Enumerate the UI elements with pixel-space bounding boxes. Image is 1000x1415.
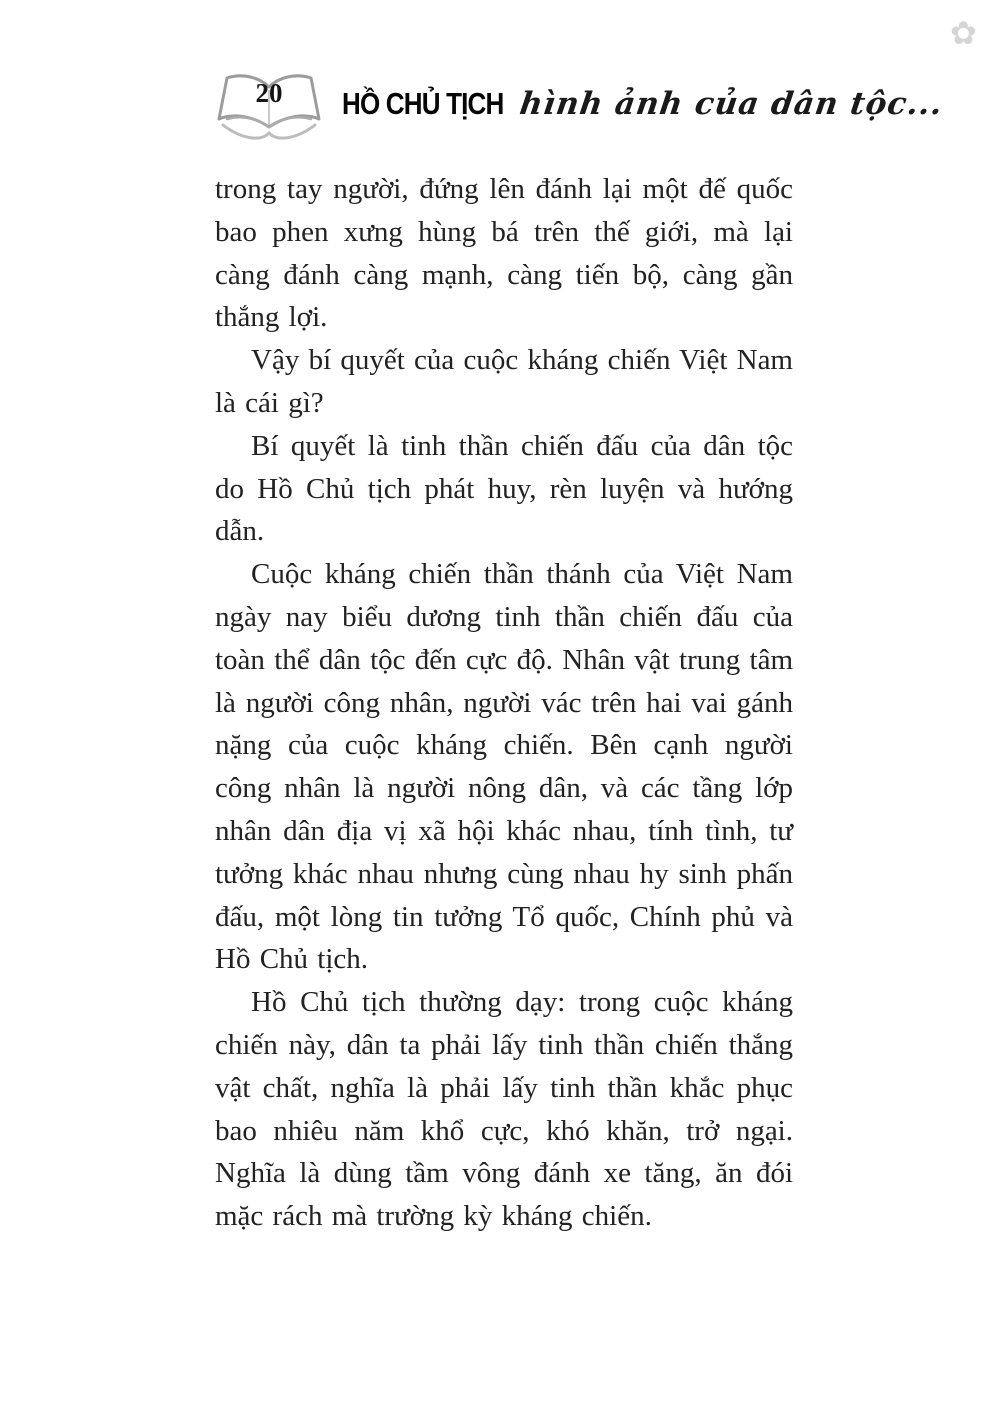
body-paragraph: Vậy bí quyết của cuộc kháng chiến Việt Nam là cái gì? (215, 344, 793, 419)
page-number-badge (216, 70, 322, 150)
page-body (215, 168, 793, 1238)
header-title-row (342, 86, 946, 122)
body-paragraph: Hồ Chủ tịch thường dạy: trong cuộc kháng chiến này, dân ta phải lấy tinh thần chiến thắng vật chất, nghĩa là phải lấy tinh thần khắc phục bao nhiêu năm khổ cực, khó khăn, trở ngại. Nghĩa là dùng tầm vông đánh xe tăng, ăn đói mặc rách mà trường kỳ kháng chiến. (215, 986, 793, 1233)
body-paragraph: Bí quyết là tinh thần chiến đấu của dân tộc do Hồ Chủ tịch phát huy, rèn luyện và hướng dẫn. (215, 429, 793, 548)
header-title: HỒ CHỦ TỊCH (342, 86, 504, 121)
header-subtitle: hình ảnh của dân tộc... (517, 86, 946, 122)
page-number: 20 (255, 78, 283, 108)
body-paragraph: trong tay người, đứng lên đánh lại một đế quốc bao phen xưng hùng bá trên thế giới, mà lại càng đánh càng mạnh, càng tiến bộ, càng gần thắng lợi. (215, 173, 793, 334)
body-paragraph: Cuộc kháng chiến thần thánh của Việt Nam ngày nay biểu dương tinh thần chiến đấu của toàn thể dân tộc đến cực độ. Nhân vật trung tâm là người công nhân, người vác trên hai vai gánh nặng của cuộc kháng chiến. Bên cạnh người công nhân là người nông dân, và các tầng lớp nhân dân địa vị xã hội khác nhau, tính tình, tư tưởng khác nhau nhưng cùng nhau hy sinh phấn đấu, một lòng tin tưởng Tổ quốc, Chính phủ và Hồ Chủ tịch. (215, 558, 793, 976)
florette-ornament-icon: ✿ (950, 14, 977, 52)
running-header (216, 68, 946, 154)
